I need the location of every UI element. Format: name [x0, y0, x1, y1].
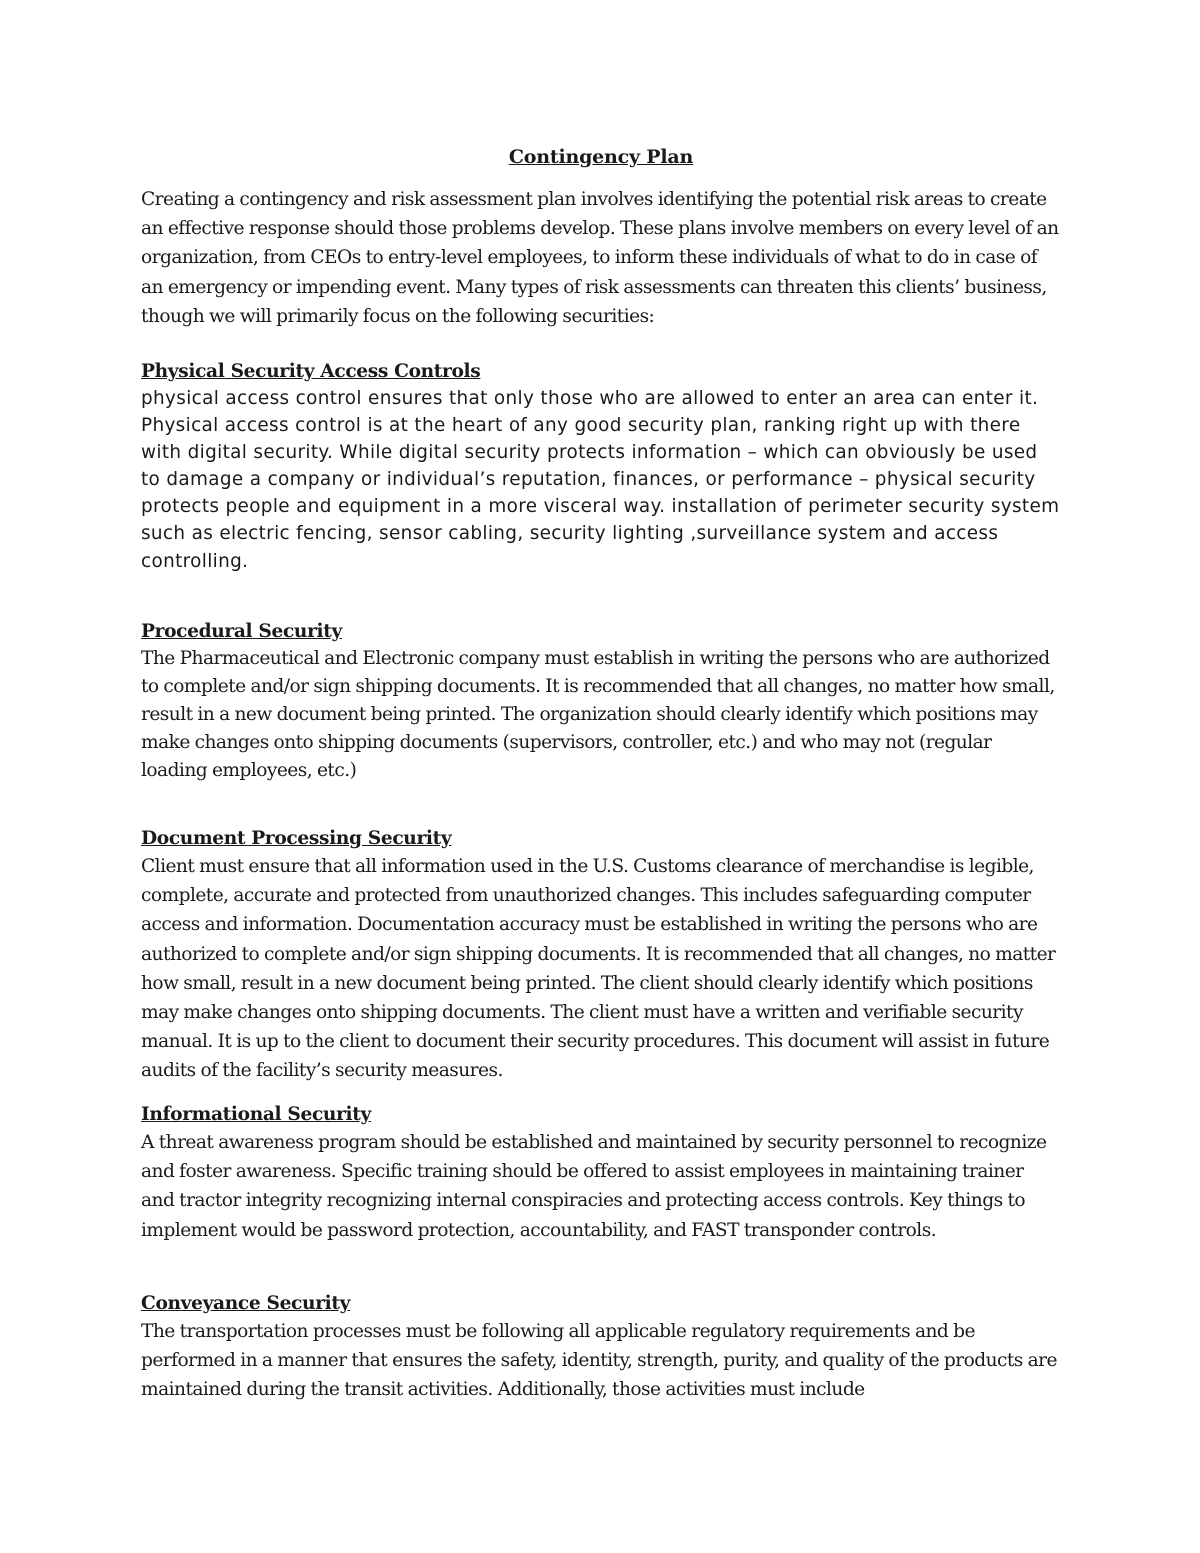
section-procedural-security: [141, 619, 1061, 785]
document-title: Contingency Plan: [508, 146, 694, 168]
section-heading: Document Processing Security: [141, 828, 452, 849]
section-body: A threat awareness program should be established and maintained by security personnel to recognize and foster awareness. Specific training should be offered to assist employees in maintaining trainer and tractor integrity recognizing internal conspiracies and protecting access controls. Key things to implement would be password protection, accountability, and FAST transponder controls.: [141, 1132, 1047, 1241]
section-informational-security: [141, 1102, 1061, 1245]
section-physical-security: [141, 359, 1061, 575]
section-heading: Conveyance Security: [141, 1293, 351, 1314]
section-body: The Pharmaceutical and Electronic company must establish in writing the persons who are authorized to complete and/or sign shipping documents. It is recommended that all changes, no matter how small, result in a new document being printed. The organization should clearly identify which positions may make changes onto shipping documents (supervisors, controller, etc.) and who may not (regular loading employees, etc.): [141, 648, 1055, 781]
section-conveyance-security: [141, 1291, 1061, 1405]
section-heading: Physical Security Access Controls: [141, 361, 481, 382]
intro-paragraph: Creating a contingency and risk assessment plan involves identifying the potential risk areas to create an effective response should those problems develop. These plans involve members on every level of an organization, from CEOs to entry-level employees, to inform these individuals of what to do in case of an emergency or impending event. Many types of risk assessments can threaten this clients’ business, though we will primarily focus on the following securities:: [141, 189, 1059, 327]
section-body: physical access control ensures that only those who are allowed to enter an area can enter it. Physical access control is at the heart of any good security plan, ranking right up with there with digital security. While digital security protects information – which can obviously be used to damage a company or individual’s reputation, finances, or performance – physical security protects people and equipment in a more visceral way. installation of perimeter security system such as electric fencing, sensor cabling, security lighting ,surveillance system and access controlling.: [141, 388, 1060, 572]
section-document-processing-security: [141, 826, 1061, 1086]
section-body: The transportation processes must be following all applicable regulatory requirements and be performed in a manner that ensures the safety, identity, strength, purity, and quality of the products are maintained during the transit activities. Additionally, those activities must include: [141, 1321, 1057, 1401]
section-heading: Procedural Security: [141, 621, 342, 642]
section-heading: Informational Security: [141, 1104, 371, 1125]
section-body: Client must ensure that all information used in the U.S. Customs clearance of merchandise is legible, complete, accurate and protected from unauthorized changes. This includes safeguarding computer access and information. Documentation accuracy must be established in writing the persons who are authorized to complete and/or sign shipping documents. It is recommended that all changes, no matter how small, result in a new document being printed. The client should clearly identify which positions may make changes onto shipping documents. The client must have a written and verifiable security manual. It is up to the client to document their security procedures. This document will assist in future audits of the facility’s security measures.: [141, 856, 1056, 1082]
